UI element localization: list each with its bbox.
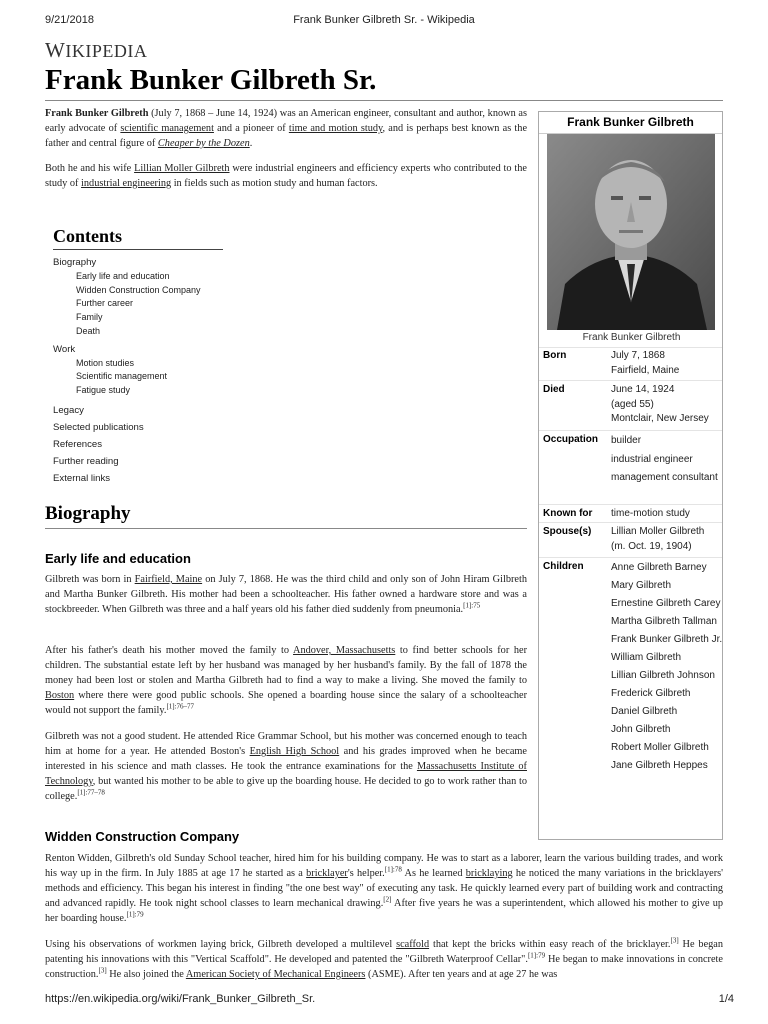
citation[interactable]: [3] [98, 966, 107, 975]
infobox-label-died: Died [543, 384, 565, 395]
title-divider [45, 100, 723, 101]
portrait-photo[interactable] [547, 134, 715, 330]
text: After his father's death his mother moved the family to [45, 645, 294, 656]
link-scientific-management[interactable]: scientific management [120, 123, 214, 134]
child-name: Frederick Gilbreth [611, 688, 691, 699]
wikipedia-wordmark[interactable] [45, 38, 147, 63]
citation[interactable]: [1]:79 [527, 951, 546, 960]
citation[interactable]: [1]:79 [126, 910, 144, 919]
child-name: Ernestine Gilbreth Carey [611, 598, 721, 609]
link-andover-massachusetts[interactable]: Andover, Massachusetts [293, 645, 396, 656]
link-bricklayer[interactable]: bricklayer [306, 868, 348, 879]
print-date: 9/21/2018 [45, 14, 94, 26]
child-name: Mary Gilbreth [611, 580, 672, 591]
citation[interactable]: [3] [670, 936, 679, 945]
child-name: William Gilbreth [611, 652, 682, 663]
text: (July 7, 1868 – June 14, 1924) was an American engineer, consultant and author, known as early advocate of [45, 108, 527, 134]
child-name: Jane Gilbreth Heppes [611, 760, 708, 771]
print-url: https://en.wikipedia.org/wiki/Frank_Bunker_Gilbreth_Sr. [45, 993, 316, 1005]
text: He also joined the [106, 969, 186, 980]
text: and a pioneer of [213, 123, 289, 134]
citation[interactable]: [2] [383, 895, 392, 904]
toc-title: Contents [53, 226, 223, 250]
text: that kept the bricks within easy reach of the bricklayer. [429, 939, 671, 950]
text: he noticed the many variations in the bricklayers' methods and efficiency. This began his interest in finding "the one best way" of executing any task. He quickly learned every part of building work and contracting and advanced rapidly. He took night school classes to learn mechanical drawing. [45, 868, 723, 909]
text: As he learned [401, 868, 466, 879]
widden-paragraph-1 [45, 851, 723, 926]
text: Using his observations of workmen laying brick, Gilbreth developed a multilevel [45, 939, 397, 950]
citation[interactable]: [1]:78 [384, 865, 402, 874]
toc-item-references[interactable]: References [53, 438, 103, 450]
spouse-name[interactable]: Lillian Moller Gilbreth [611, 526, 705, 537]
early-life-paragraph-1 [45, 572, 527, 617]
link-english-high-school[interactable]: English High School [249, 746, 340, 757]
toc-item-death[interactable]: Death [76, 325, 101, 336]
portrait-caption: Frank Bunker Gilbreth [582, 332, 681, 343]
text: , and is perhaps best known as the father and central figure of [45, 123, 528, 149]
toc-item-selected-publications[interactable]: Selected publications [53, 421, 144, 433]
intro-paragraph-1 [45, 106, 527, 151]
text: and his grades improved when he became interested in his science and math classes. He took the entrance examinations for the [45, 746, 527, 772]
toc-item-scientific-management[interactable]: Scientific management [76, 371, 168, 382]
child-name: Daniel Gilbreth [611, 706, 678, 717]
infobox-label-spouse: Spouse(s) [543, 526, 592, 537]
infobox-label-children: Children [543, 561, 584, 572]
link-time-and-motion-study[interactable]: time and motion study [288, 123, 383, 134]
known-for-value[interactable]: time-motion study [611, 508, 690, 519]
born-date: July 7, 1868 [611, 350, 665, 361]
link-cheaper-by-the-dozen[interactable]: Cheaper by the Dozen [157, 138, 250, 149]
text: After five years he was a superintendent, which allowed his mother to give up her boarding house. [45, 898, 724, 924]
link-industrial-engineering[interactable]: industrial engineering [81, 178, 172, 189]
wordmark-initial: W [45, 38, 66, 62]
text: 's helper. [347, 868, 385, 879]
occupation-item: builder [611, 435, 642, 446]
toc-item-external-links[interactable]: External links [53, 472, 111, 484]
widden-paragraph-2 [45, 937, 723, 982]
portrait-illustration [547, 134, 715, 330]
child-name: Martha Gilbreth Tallman [611, 616, 717, 627]
born-place[interactable]: Fairfield, Maine [611, 364, 680, 376]
infobox-label-known-for: Known for [543, 508, 593, 519]
citation[interactable]: [1]:76–77 [166, 702, 195, 711]
wordmark-rest: IKIPEDIA [65, 41, 148, 61]
link-lillian-moller-gilbreth[interactable]: Lillian Moller Gilbreth [134, 163, 230, 174]
occupation-item: management consultant [611, 472, 718, 483]
toc-item-family[interactable]: Family [76, 312, 103, 323]
article-title: Frank Bunker Gilbreth Sr. [45, 64, 377, 96]
citation[interactable]: [1]:75 [463, 601, 481, 610]
subsection-heading-widden: Widden Construction Company [45, 829, 240, 844]
text: Gilbreth was born in [45, 574, 135, 585]
text: where there were good public schools. She opened a boarding house since the salary of a schoolteacher would not support the family. [45, 690, 527, 716]
infobox-label-born: Born [543, 350, 567, 361]
infobox [538, 111, 723, 840]
toc-item-legacy[interactable]: Legacy [53, 404, 84, 416]
toc-item-further-career[interactable]: Further career [76, 298, 134, 309]
toc-item-biography[interactable]: Biography [53, 257, 97, 268]
link-boston[interactable]: Boston [45, 690, 75, 701]
subsection-heading-early-life: Early life and education [45, 551, 191, 566]
link-asme[interactable]: American Society of Mechanical Engineers [185, 969, 366, 980]
text: , but wanted his mother to be able to give up the boarding house. He decided to go to work rather than to college. [45, 776, 527, 802]
died-age: (aged 55) [611, 398, 654, 410]
text: to find better schools for her children. The substantial estate left by her husband was managed by her husband's family. By the fall of 1878 the money had been lost or stolen and Martha Gilbreth had to find a way to make a living. She moved the family to [45, 645, 527, 686]
spouse-marriage-date: (m. Oct. 19, 1904) [611, 540, 692, 552]
died-place[interactable]: Montclair, New Jersey [611, 413, 709, 424]
infobox-title: Frank Bunker Gilbreth [539, 112, 722, 134]
section-heading-biography: Biography [45, 503, 527, 529]
early-life-paragraph-2 [45, 643, 527, 718]
infobox-label-occupation: Occupation [543, 434, 599, 445]
toc-item-further-reading[interactable]: Further reading [53, 455, 119, 467]
died-date: June 14, 1924 [611, 384, 675, 395]
toc-item-work[interactable]: Work [53, 343, 76, 355]
toc-item-fatigue-study[interactable]: Fatigue study [76, 384, 131, 395]
intro-paragraph-2 [45, 161, 527, 191]
text: (ASME). After ten years and at age 27 he was [365, 969, 558, 980]
link-bricklaying[interactable]: bricklaying [465, 868, 513, 879]
text: . [249, 138, 253, 149]
text: Both he and his wife [45, 163, 135, 174]
child-name: John Gilbreth [611, 724, 671, 735]
print-page-number: 1/4 [718, 993, 734, 1005]
subject-name: Frank Bunker Gilbreth [45, 108, 149, 119]
link-fairfield-maine[interactable]: Fairfield, Maine [134, 574, 203, 585]
text: Gilbreth was not a good student. He attended Rice Grammar School, but his mother was concerned enough to teach him at home for a year. He attended Boston's [45, 731, 527, 757]
toc-item-early-life[interactable]: Early life and education [76, 271, 170, 281]
text: on July 7, 1868. He was the third child and only son of John Hiram Gilbreth and Martha Bunker Gilbreth. His mother had been a schoolteacher. His father owned a hardware store and was a stockbreeder. When Gilbreth was three and a half years old his father died suddenly from pneumonia. [45, 574, 527, 615]
text: were industrial engineers and efficiency experts who contributed to the study of [45, 163, 527, 189]
text: He began to make innovations in concrete construction. [45, 954, 723, 980]
table-of-contents [53, 226, 223, 487]
child-name: Lillian Gilbreth Johnson [611, 670, 715, 681]
toc-item-widden[interactable]: Widden Construction Company [76, 284, 201, 295]
text: He began patenting his innovations with this "Vertical Scaffold". He developed and patented the "Gilbreth Waterproof Cellar". [45, 939, 724, 965]
citation[interactable]: [1]:77–78 [77, 788, 105, 797]
print-page-title: Frank Bunker Gilbreth Sr. - Wikipedia [293, 14, 475, 26]
occupation-item: industrial engineer [611, 453, 693, 465]
child-name: Anne Gilbreth Barney [611, 562, 707, 573]
child-name: Robert Moller Gilbreth [611, 742, 709, 753]
link-scaffold[interactable]: scaffold [396, 939, 430, 950]
toc-item-motion-studies[interactable]: Motion studies [76, 357, 135, 368]
child-name: Frank Bunker Gilbreth Jr. [611, 634, 723, 645]
text: Renton Widden, Gilbreth's old Sunday School teacher, hired him for his building company. He was to start as a laborer, learn the various building trades, and work his way up in the firm. In July 1885 at age 17 he started as a [45, 853, 723, 879]
early-life-paragraph-3 [45, 729, 527, 804]
link-mit[interactable]: Massachusetts Institute of Technology [45, 761, 527, 787]
text: in fields such as motion study and human factors. [171, 178, 378, 189]
